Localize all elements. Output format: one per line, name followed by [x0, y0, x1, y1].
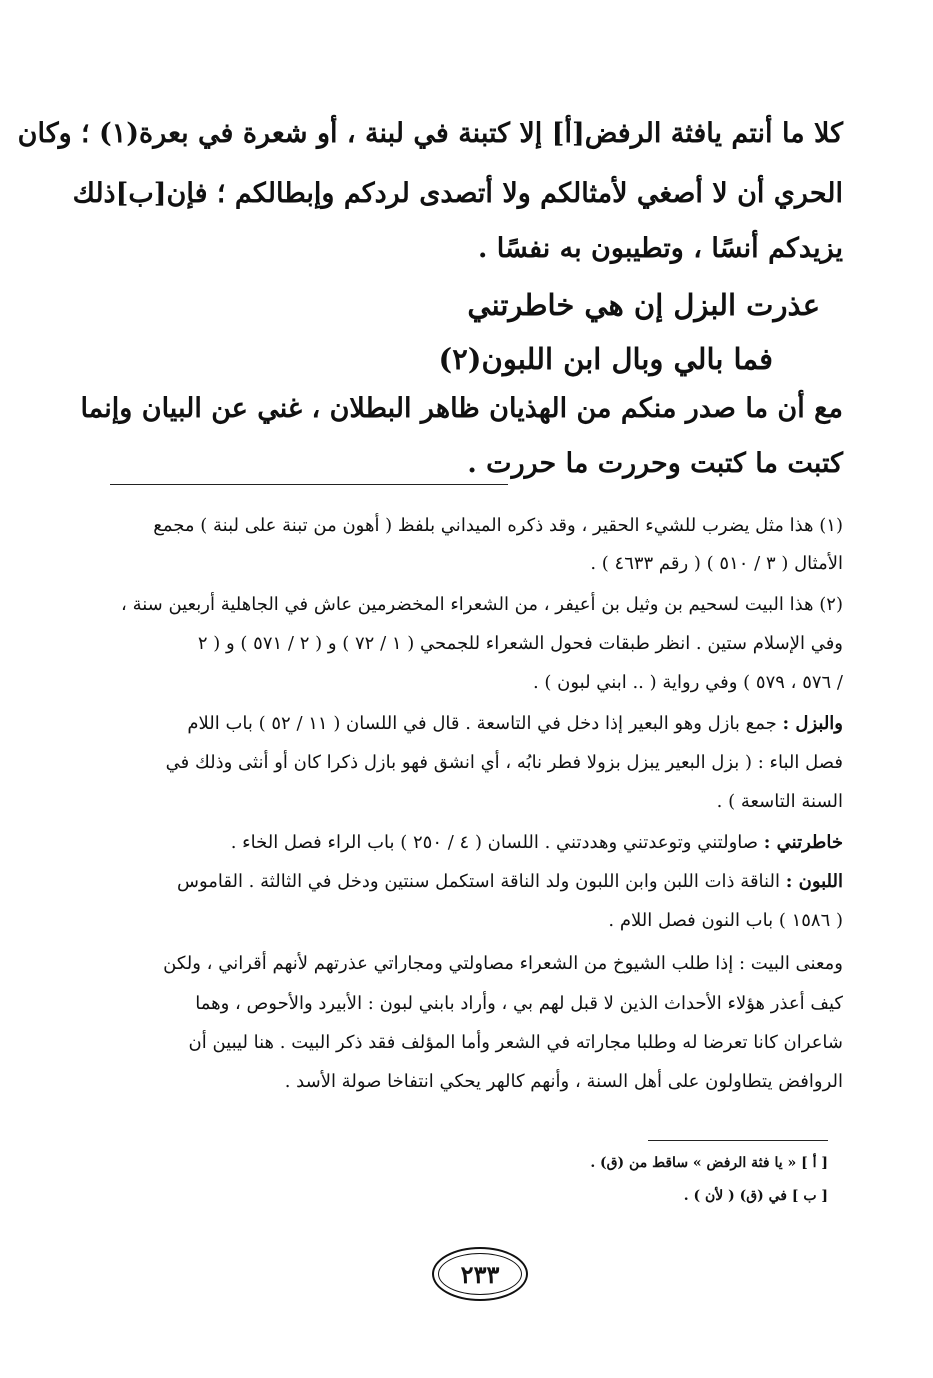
footnote-line: السنة التاسعة ) .: [716, 791, 843, 812]
footnote-line: [95, 832, 843, 853]
main-text-line-3: يزيدكم أنسًا ، وتطيبون به نفسًا .: [477, 233, 843, 264]
page-number: [432, 1247, 528, 1301]
footnote-line: الأمثال ( ٣ / ٥١٠ ) ( رقم ٤٦٣٣ ) .: [590, 553, 843, 574]
footnote-term: والبزل :: [782, 713, 843, 734]
footnote-line: الروافض يتطاولون على أهل السنة ، وأنهم كالهر يحكي انتفاخا صولة الأسد .: [284, 1071, 843, 1092]
footnote-line: وفي الإسلام ستين . انظر طبقات فحول الشعراء للجمحي ( ١ / ٧٢ ) و ( ٢ / ٥٧١ ) و ( ٢: [197, 633, 843, 654]
footnote-line: ( ١٥٨٦ ) باب النون فصل اللام .: [608, 910, 843, 931]
footnote-line: شاعران كانا تعرضا له وطلبا مجاراته في الشعر وأما المؤلف فقد ذكر البيت . هنا ليبين أن: [188, 1032, 843, 1053]
footnote-term: خاطرتني :: [763, 832, 843, 853]
footnote-line: / ٥٧٦ ، ٥٧٩ ) وفي رواية ( .. ابني لبون ) .: [532, 672, 843, 693]
poem-verse-2: فما بالي وبال ابن اللبون(٢): [438, 342, 773, 376]
footnote-line: [95, 713, 843, 734]
main-text-line-1: كلا ما أنتم يافثة الرفض[أ] إلا كتبنة في لبنة ، أو شعرة في بعرة(١) ؛ وكان: [17, 118, 843, 149]
footnote-separator: [110, 484, 508, 485]
page-number-text: ٢٣٣: [460, 1259, 500, 1289]
footnote-line: كيف أعذر هؤلاء الأحداث الذين لا قبل لهم بي ، وأراد بابني لبون : الأبيرد والأحوص ، وهما: [195, 993, 843, 1014]
manuscript-note-2: [ ب ] في (ق) ( لأن ) .: [683, 1188, 828, 1204]
poem-verse-1: عذرت البزل إن هي خاطرتني: [467, 288, 820, 322]
main-text-line-2: الحري أن لا أصغي لأمثالكم ولا أتصدى لردكم وإبطالكم ؛ فإن[ب]ذلك: [72, 178, 843, 209]
footnote-definition: صاولتني وتوعدتني وهددتني . اللسان ( ٤ / ٢٥٠ ) باب الراء فصل الخاء .: [230, 832, 764, 853]
footnote-line: (٢) هذا البيت لسحيم بن وثيل بن أعيفر ، من الشعراء المخضرمين عاش في الجاهلية أربعين سنة ،: [121, 594, 843, 615]
footnote-line: (١) هذا مثل يضرب للشيء الحقير ، وقد ذكره الميداني بلفظ ( أهون من تبنة على لبنة ) مجمع: [153, 515, 843, 536]
notes-separator: [648, 1140, 828, 1141]
footnote-definition: جمع بازل وهو البعير إذا دخل في التاسعة . قال في اللسان ( ١١ / ٥٢ ) باب اللام: [187, 713, 783, 734]
footnote-line: [95, 871, 843, 892]
footnote-term: اللبون :: [785, 871, 843, 892]
footnote-definition: الناقة ذات اللبن وابن اللبون ولد الناقة استكمل سنتين ودخل في الثالثة . القاموس: [176, 871, 786, 892]
main-text-line-5: كتبت ما كتبت وحررت ما حررت .: [467, 448, 843, 479]
manuscript-note-1: [ أ ] « يا فثة الرفض » ساقط من (ق) .: [590, 1155, 828, 1171]
footnote-line: ومعنى البيت : إذا طلب الشيوخ من الشعراء مصاولتي ومجاراتي عذرتهم لأنهم أقراني ، ولكن: [163, 953, 843, 974]
footnote-line: فصل الباء : ( بزل البعير يبزل بزولا فطر نابُه ، أي انشق فهو بازل ذكرا كان أو أنثى وذلك في: [165, 752, 843, 773]
main-text-line-4: مع أن ما صدر منكم من الهذيان ظاهر البطلان ، غني عن البيان وإنما: [80, 393, 843, 424]
